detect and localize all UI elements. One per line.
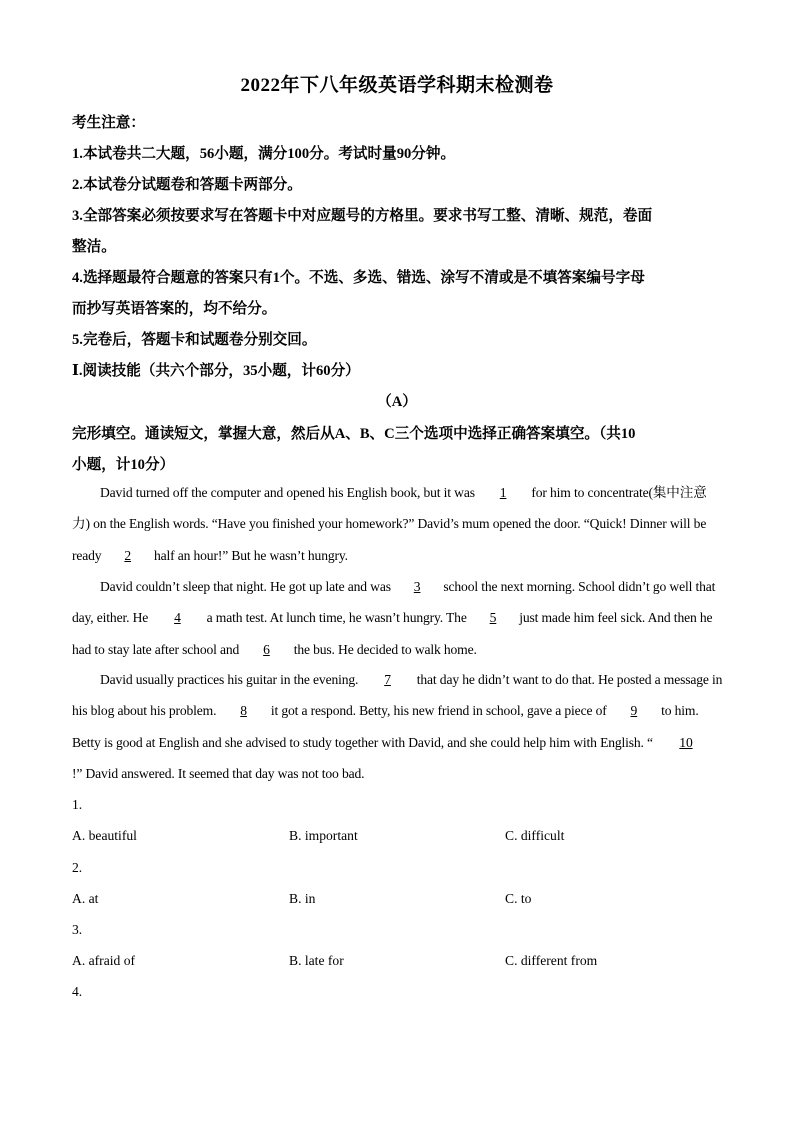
passage-text: that day he didn’t want to do that. He posted a message in his blog about his problem. (72, 672, 723, 719)
passage-text: David turned off the computer and opened his English book, but it was (100, 485, 475, 500)
notice-heading: 考生注意： (72, 115, 145, 131)
blank-8: 8 (240, 703, 247, 719)
option-b: B. important (289, 828, 358, 843)
passage-paragraph-3 (72, 664, 724, 789)
notice-item-4: 4.选择题最符合题意的答案只有1个。不选、多选、错选、涂写不清或是不填答案编号字母 (72, 270, 645, 286)
notice-item-4-cont: 而抄写英语答案的，均不给分。 (72, 301, 277, 317)
passage-text: David usually practices his guitar in the evening. (100, 672, 359, 687)
option-c: C. to (505, 891, 532, 906)
option-c: C. different from (505, 953, 598, 968)
exam-title: 2022年下八年级英语学科期末检测卷 (240, 75, 554, 96)
blank-4: 4 (174, 610, 181, 626)
blank-5: 5 (489, 610, 497, 626)
question-number: 1. (72, 797, 83, 812)
blank-1: 1 (499, 485, 507, 500)
passage-paragraph-2 (72, 571, 724, 665)
passage-text: school the next morning. School didn’t go well that day, either. He (72, 579, 716, 626)
question-number: 2. (72, 860, 83, 875)
passage-text: to him. Betty is good at English and she advised to study together with David, and she could help him with English. “ (72, 703, 699, 750)
blank-6: 6 (263, 641, 270, 657)
notice-item-2: 2.本试卷分试题卷和答题卡两部分。 (72, 177, 302, 193)
option-a: A. at (72, 891, 99, 906)
option-a: A. beautiful (72, 828, 137, 843)
blank-10: 10 (679, 734, 693, 750)
blank-2: 2 (124, 547, 132, 563)
passage-text: the bus. He decided to walk home. (293, 641, 477, 657)
part-label: （A） (377, 394, 417, 410)
option-c: C. difficult (505, 828, 565, 843)
option-b: B. in (289, 891, 316, 906)
passage-paragraph-1 (72, 477, 724, 571)
option-b: B. late for (289, 953, 344, 968)
blank-7: 7 (384, 672, 391, 687)
blank-9: 9 (630, 703, 638, 719)
notice-item-5: 5.完卷后，答题卡和试题卷分别交回。 (72, 332, 317, 348)
notice-item-3-cont: 整洁。 (72, 239, 116, 255)
notice-item-1: 1.本试卷共二大题，56小题，满分100分。考试时量90分钟。 (72, 146, 456, 162)
notice-item-3: 3.全部答案必须按要求写在答题卡中对应题号的方格里。要求书写工整、清晰、规范，卷面 (72, 208, 653, 224)
option-a: A. afraid of (72, 953, 136, 968)
instruction-line-1: 完形填空。通读短文，掌握大意，然后从A、B、C三个选项中选择正确答案填空。（共10 (72, 426, 636, 442)
blank-3: 3 (413, 579, 421, 594)
instruction-line-2: 小题，计10分） (72, 457, 175, 473)
passage-text: for him to concentrate(集中注意力) on the English words. “Have you finished your homework?” David’s mum opened the door. “Quick! Dinner will be ready (72, 485, 707, 563)
question-number: 3. (72, 922, 83, 937)
passage-text: just made him feel sick. And then he had to stay late after school and (72, 610, 713, 657)
passage-text: half an hour!” But he wasn’t hungry. (153, 547, 348, 563)
passage-text: a math test. At lunch time, he wasn’t hungry. The (206, 610, 467, 626)
section-heading: Ⅰ.阅读技能（共六个部分，35小题，计60分） (72, 363, 360, 379)
passage-text: it got a respond. Betty, his new friend in school, gave a piece of (270, 703, 607, 719)
question-number: 4. (72, 984, 83, 999)
passage-text: !” David answered. It seemed that day was not too bad. (72, 765, 365, 781)
passage-text: David couldn’t sleep that night. He got up late and was (100, 579, 391, 594)
